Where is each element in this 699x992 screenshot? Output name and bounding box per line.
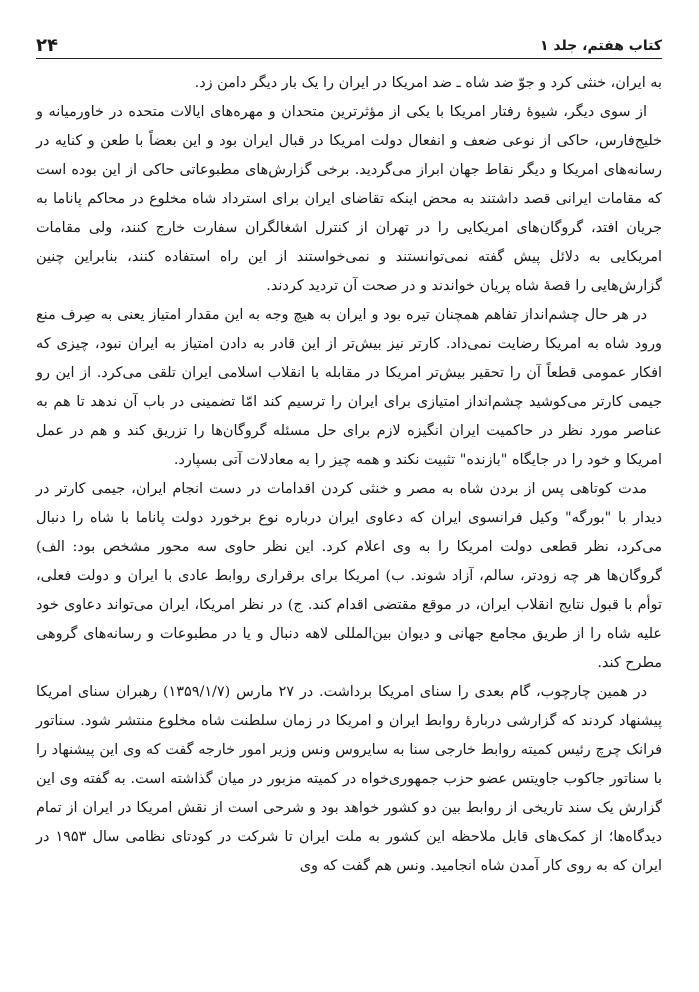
header-divider (36, 58, 662, 59)
paragraph-outlook: در هر حال چشم‌انداز تفاهم همچنان تیره بود و ایران به هیچ وجه به این مقدار امتیاز یعنی به صِرف منع ورود شاه به امریکا رضایت نمی‌داد. کارتر نیز بیش‌تر از این قادر به دادن امتیاز به ایران نبود، چیزی که افکار عمومی قطعاً آن را تحقیر بیش‌تر امریکا در مقابله با انقلاب اسلامی ایران تلقی می‌کرد. از این رو جیمی کارتر می‌کوشید چشم‌انداز امتیازی برای ایران را ترسیم کند امّا تضمینی در باب آن ندهد تا هم به عناصر مورد نظر در حاکمیت ایران انگیزه لازم برای حل مسئله گروگان‌ها را تزریق کند و هم در عمل امریکا و خود را در جایگاه "بازنده" تثبیت نکند و همه چیز را به معادلات آتی بسپارد. (36, 307, 662, 468)
paragraph-continuation: به ایران، خنثی کرد و جوّ ضد شاه ـ ضد امریکا در ایران را یک بار دیگر دامن زد. (194, 75, 662, 91)
paragraph-carter-bourguet: مدت کوتاهی پس از بردن شاه به مصر و خنثی کردن اقدامات در دست انجام ایران، جیمی کارتر در دیدار با "بورگه" وکیل فرانسوی ایران که دعاوی ایران درباره نوع برخورد دولت پاناما با شاه را دنبال می‌کرد، نظر قطعی دولت امریکا را به وی اعلام کرد. این نظر حاوی سه محور مشخص بود: الف) گروگان‌ها هر چه زودتر، سالم، آزاد شوند. ب) امریکا برای برقراری روابط عادی با ایران و دولت فعلی، توأم با قبول نتایج انقلاب ایران، در موقع مقتضی اقدام کند. ج) در نظر امریکا، ایران می‌تواند دعاوی خود علیه شاه را از طریق مجامع جهانی و دیوان بین‌المللی لاهه دنبال و یا در مطبوعات و رسانه‌های گروهی مطرح کند. (36, 481, 662, 671)
running-header (36, 26, 662, 56)
paragraph-senate: در همین چارچوب، گام بعدی را سنای امریکا برداشت. در ۲۷ مارس (۱۳۵۹/۱/۷) رهبران سنای امریکا پیشنهاد کردند که گزارشی دربارهٔ روابط ایران و امریکا در زمان سلطنت شاه مخلوع منتشر شود. سناتور فرانک چرچ رئیس کمیته روابط خارجی سنا به سایروس ونس وزیر امور خارجه گفت که وی این پیشنهاد را با سناتور جاکوب جاویتس عضو حزب جمهوری‌خواه در کمیته مزبور در میان گذاشته است. به گفته وی این گزارش یک سند تاریخی از روابط بین دو کشور خواهد بود و شرحی است از نقش امریکا در ایران از تمام دیدگاه‌ها؛ از کمک‌های قابل ملاحظه این کشور به ملت ایران تا شرکت در کودتای نظامی سال ۱۹۵۳ در ایران که به روی کار آمدن شاه انجامید. ونس هم گفت که وی (36, 684, 662, 874)
paragraph-us-behavior: از سوی دیگر، شیوهٔ رفتار امریکا با یکی از مؤثرترین متحدان و مهره‌های ایالات متحده در خاورمیانه و خلیج‌فارس، حاکی از نوعی ضعف و انفعال دولت امریکا در قبال ایران بود و این بعضاً با طعن و کنایه در رسانه‌های امریکا و دیگر نقاط جهان ابراز می‌گردید. برخی گزارش‌های مطبوعاتی حاکی از این بوده است که مقامات ایرانی قصد داشتند به محض اینکه تقاضای ایران برای استرداد شاه مخلوع در محاکم پاناما به جریان افتد، گروگان‌های امریکایی را در تهران از کنترل اشغالگران سفارت خارج کنند، ولی مقامات امریکایی به دلائل پیش گفته نمی‌توانستند و نمی‌خواستند از این راه استفاده کنند، بنابراین چنین گزارش‌هایی را قصهٔ شاه پریان خواندند و در صحت آن تردید کردند. (36, 104, 662, 294)
page-number: ۲۴ (36, 35, 58, 56)
document-page (36, 26, 662, 976)
body-text (36, 69, 662, 881)
book-title: کتاب هفتم، جلد ۱ (539, 38, 662, 54)
